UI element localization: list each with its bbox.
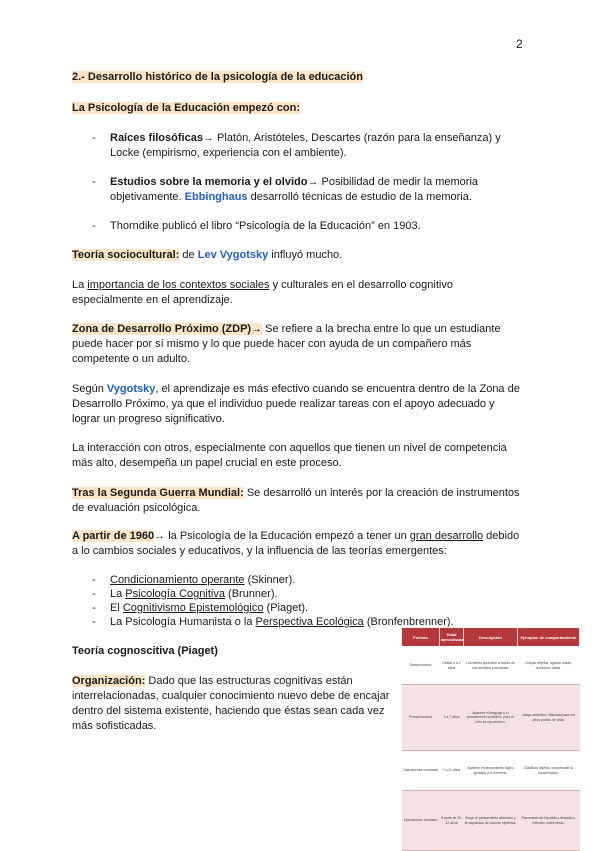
- table-cell: Operaciones formales: [402, 791, 440, 851]
- sociocultural-paragraph: Teoría sociocultural: de Lev Vygotsky influyó mucho.: [72, 249, 343, 261]
- bullet-cognitivismo: El Cognitivismo Epistemológico (Piaget).: [110, 602, 309, 614]
- bullet-psicologia-cognitiva: La Psicología Cognitiva (Brunner).: [110, 588, 278, 600]
- piaget-stages-table: [401, 627, 580, 851]
- bullet-dash: -: [92, 574, 96, 586]
- table-cell: Aparece el pensamiento lógico aplicado a lo concreto.: [464, 751, 518, 791]
- zdp-paragraph: Zona de Desarrollo Próximo (ZDP)→ Se refiere a la brecha entre lo que un estudiante: [72, 323, 501, 335]
- table-cell: Preoperacional: [402, 685, 440, 751]
- bullet-raices-line2: Locke (empirismo, experiencia con el ambiente).: [110, 147, 347, 159]
- table-cell: Los bebés aprenden a través de sus sentidos y acciones.: [464, 647, 518, 685]
- table-row: [402, 647, 580, 685]
- table-cell: 7 a 11 años: [440, 751, 464, 791]
- guerra-paragraph: Tras la Segunda Guerra Mundial: Se desarrolló un interés por la creación de instrumentos: [72, 487, 520, 499]
- table-header-row: [402, 628, 580, 647]
- table-cell: Razonamiento hipotético-deductivo, reflexión sobre ideas.: [518, 791, 580, 851]
- bullet-thorndike: Thorndike publicó el libro “Psicología de la Educación” en 1903.: [110, 220, 421, 232]
- interaccion-line2: más alto, desempeña un papel crucial en este proceso.: [72, 457, 342, 469]
- table-row: [402, 791, 580, 851]
- table-cell: Aparece el lenguaje y el pensamiento simbólico, pero el niño es egocéntrico.: [464, 685, 518, 751]
- importancia-line2: especialmente en el aprendizaje.: [72, 294, 233, 306]
- bullet-dash: -: [92, 616, 96, 628]
- table-cell: Sensoriomotor: [402, 647, 440, 685]
- bullet-condicionamiento: Condicionamiento operante (Skinner).: [110, 574, 296, 586]
- section-title: 2.- Desarrollo histórico de la psicología de la educación: [72, 71, 363, 83]
- table-header: Ejemplos de comportamiento: [518, 628, 580, 647]
- table-header: Descripción: [464, 628, 518, 647]
- bullet-humanista: La Psicología Humanista o la Perspectiva Ecológica (Bronfenbrenner).: [110, 616, 454, 628]
- table-row: [402, 751, 580, 791]
- segun-line3: lograr un progreso significativo.: [72, 413, 225, 425]
- segun-line2: Desarrollo Próximo, ya que el individuo puede realizar tareas con el apoyo adecuado y: [72, 398, 495, 410]
- table-row: [402, 685, 580, 751]
- cognoscitiva-title: Teoría cognoscitiva (Piaget): [72, 645, 218, 657]
- segun-paragraph: Según Vygotsky, el aprendizaje es más efectivo cuando se encuentra dentro de la Zona de: [72, 383, 520, 395]
- subtitle: La Psicología de la Educación empezó con:: [72, 102, 300, 114]
- guerra-line2: de evaluación psicológica.: [72, 502, 201, 514]
- organizacion-line3: dentro del sistema existente, haciendo que éstas sean cada vez: [72, 705, 385, 717]
- importancia-paragraph: La importancia de los contextos sociales y culturales en el desarrollo cognitivo: [72, 279, 453, 291]
- bullet-memoria-line2: objetivamente. Ebbinghaus desarrolló técnicas de estudio de la memoria.: [110, 191, 472, 203]
- table-header: Edad aproximada: [440, 628, 464, 647]
- bullet-dash: -: [92, 220, 96, 232]
- bullet-dash: -: [92, 132, 96, 144]
- bullet-raices: Raíces filosóficas→ Platón, Aristóteles, Descartes (razón para la enseñanza) y: [110, 132, 501, 144]
- bullet-dash: -: [92, 176, 96, 188]
- interaccion-paragraph: La interacción con otros, especialmente con aquellos que tienen un nivel de competencia: [72, 442, 507, 454]
- zdp-line3: competente o un adulto.: [72, 353, 191, 365]
- organizacion-paragraph: Organización: Dado que las estructuras cognitivas están: [72, 675, 353, 687]
- organizacion-line4: más sofisticadas.: [72, 720, 157, 732]
- table-cell: Juego simbólico, dificultad para ver otros puntos de vista.: [518, 685, 580, 751]
- sesenta-line2: a lo cambios sociales y educativos, y la influencia de las teorías emergentes:: [72, 545, 447, 557]
- table-header: Periodo: [402, 628, 440, 647]
- bullet-dash: -: [92, 602, 96, 614]
- bullet-memoria: Estudios sobre la memoria y el olvido→ Posibilidad de medir la memoria: [110, 176, 479, 188]
- sesenta-paragraph: A partir de 1960→ la Psicología de la Educación empezó a tener un gran desarrollo debido: [72, 530, 520, 542]
- zdp-line2: puede hacer por sí mismo y lo que puede hacer con ayuda de un compañero más: [72, 338, 472, 350]
- table-cell: Desde 0 a 2 años: [440, 647, 464, 685]
- page-number: 2: [516, 37, 523, 51]
- table-cell: Operaciones concretas: [402, 751, 440, 791]
- organizacion-line2: interrelacionadas, cualquier conocimiento nuevo debe de encajar: [72, 690, 390, 702]
- bullet-dash: -: [92, 588, 96, 600]
- table-cell: A partir de 11-12 años: [440, 791, 464, 851]
- table-cell: Chupar objetos, agarrar cosas, reconocer caras.: [518, 647, 580, 685]
- table-cell: Surge el pensamiento abstracto y la capacidad de razonar hipótesis.: [464, 791, 518, 851]
- table-cell: 2 a 7 años: [440, 685, 464, 751]
- table-cell: Clasificar objetos, comprender la conservación.: [518, 751, 580, 791]
